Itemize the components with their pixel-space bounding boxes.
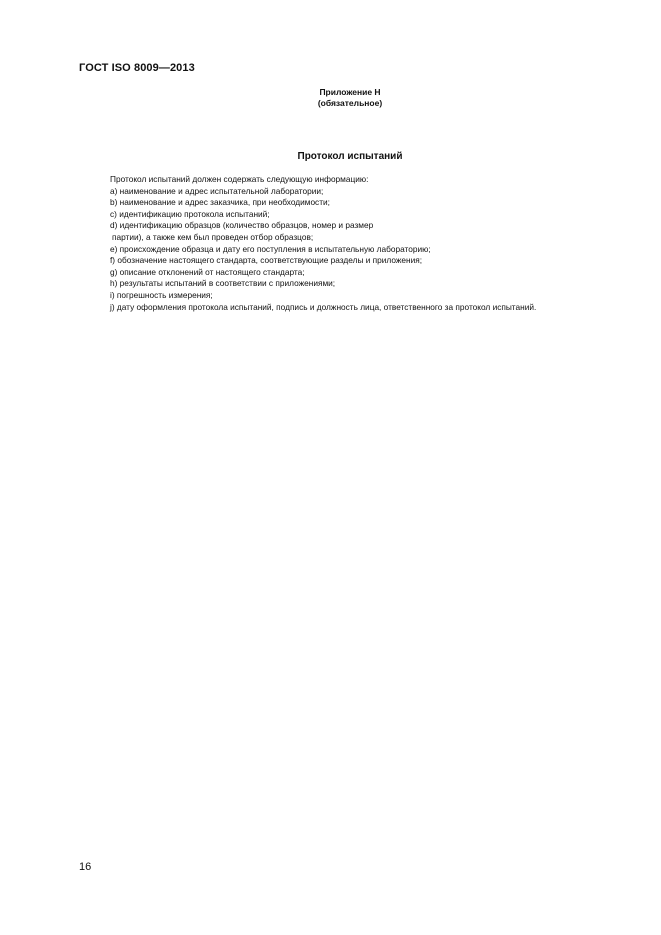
- list-item-continuation: партии), а также кем был проведен отбор образцов;: [112, 231, 314, 242]
- list-item: е) происхождение образца и дату его поступления в испытательную лабораторию;: [110, 243, 431, 254]
- annex-title: Приложение Н: [319, 87, 381, 97]
- list-item: d) идентификацию образцов (количество образцов, номер и размер: [110, 220, 374, 231]
- list-item: g) описание отклонений от настоящего стандарта;: [110, 266, 305, 277]
- page-number: 16: [79, 861, 92, 873]
- document-header-code: ГОСТ ISO 8009—2013: [79, 62, 195, 74]
- list-item: b) наименование и адрес заказчика, при необходимости;: [110, 197, 330, 208]
- content-body: [77, 174, 616, 313]
- list-item: i) погрешность измерения;: [110, 289, 213, 300]
- intro-paragraph: Протокол испытаний должен содержать следующую информацию:: [110, 174, 369, 184]
- list-item: h) результаты испытаний в соответствии с приложениями;: [110, 278, 336, 289]
- list-item: c) идентификацию протокола испытаний;: [110, 208, 270, 219]
- list-item: а) наименование и адрес испытательной лаборатории;: [110, 185, 324, 196]
- list-item-last: j) дату оформления протокола испытаний, подпись и должность лица, ответственного за протокол испытаний.: [110, 301, 537, 312]
- annex-status: (обязательное): [317, 98, 383, 108]
- annex-heading: [200, 87, 500, 109]
- section-title: Протокол испытаний: [297, 151, 403, 162]
- list-item: f) обозначение настоящего стандарта, соответствующие разделы и приложения;: [110, 255, 423, 266]
